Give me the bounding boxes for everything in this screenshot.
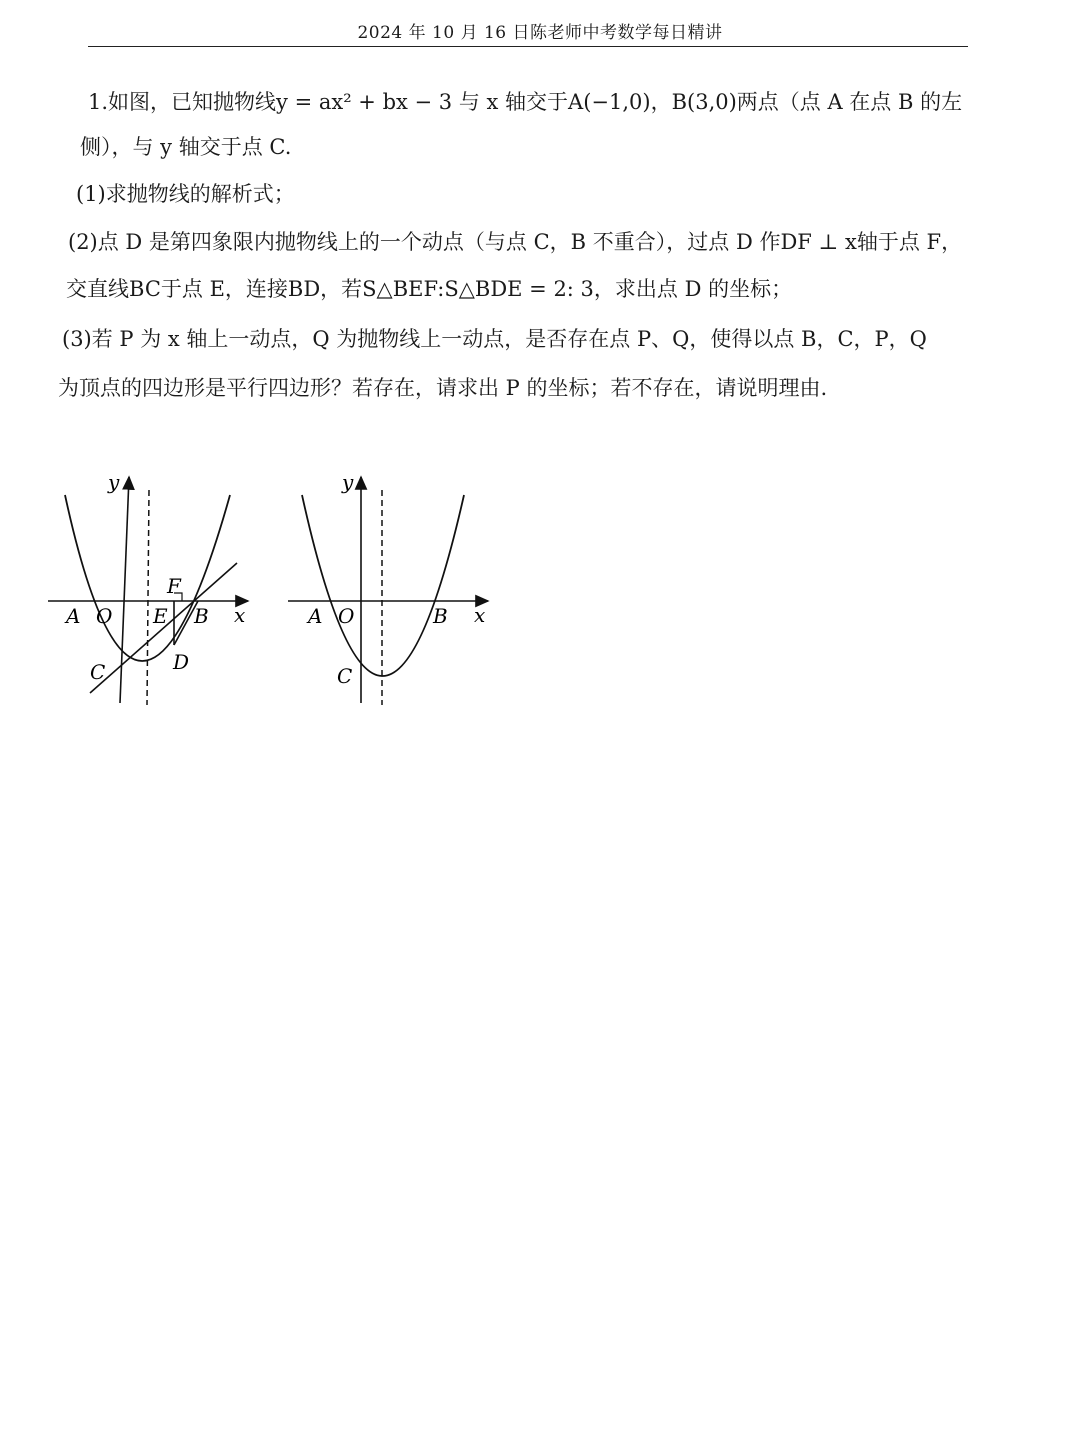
question-part-2-line-2: 交直线BC于点 E，连接BD，若S△BEF:S△BDE = 2: 3，求出点 D 的坐标； [66, 277, 793, 301]
label-o: O [338, 604, 355, 628]
label-e: E [153, 604, 168, 628]
parabola-curve [302, 495, 464, 676]
label-y: y [108, 470, 120, 494]
line-bc [90, 563, 237, 693]
figure-2 [288, 470, 488, 705]
label-f: F [167, 574, 181, 598]
header-divider [88, 46, 968, 47]
question-part-1: (1)求抛物线的解析式； [76, 182, 295, 206]
parabola-curve [65, 495, 230, 661]
symmetry-dashed-line [147, 490, 149, 705]
question-part-3-line-1: (3)若 P 为 x 轴上一动点，Q 为抛物线上一动点，是否存在点 P、Q，使得以点 B，C，P，Q [62, 327, 927, 351]
y-axis [120, 477, 129, 703]
label-y: y [342, 470, 354, 494]
geometry-figures [40, 465, 510, 720]
label-c: C [90, 660, 106, 684]
label-b: B [433, 604, 448, 628]
page-header: 2024 年 10 月 16 日陈老师中考数学每日精讲 [357, 23, 723, 43]
label-x: x [474, 603, 486, 627]
label-c: C [337, 664, 353, 688]
question-part-2-line-1: (2)点 D 是第四象限内抛物线上的一个动点（与点 C，B 不重合），过点 D 作DF ⊥ x轴于点 F， [68, 230, 963, 254]
figure-1 [48, 470, 248, 705]
label-x: x [234, 603, 246, 627]
label-d: D [173, 650, 190, 674]
problem-intro-line-1: 1.如图，已知抛物线y = ax² + bx − 3 与 x 轴交于A(−1,0)，B(3,0)两点（点 A 在点 B 的左 [88, 90, 963, 114]
question-part-3-line-2: 为顶点的四边形是平行四边形？若存在，请求出 P 的坐标；若不存在，请说明理由. [58, 376, 828, 400]
figures-area [40, 465, 510, 720]
label-b: B [194, 604, 209, 628]
label-a: A [66, 604, 81, 628]
label-o: O [96, 604, 113, 628]
label-a: A [308, 604, 323, 628]
problem-intro-line-2: 侧），与 y 轴交于点 C. [80, 135, 292, 159]
